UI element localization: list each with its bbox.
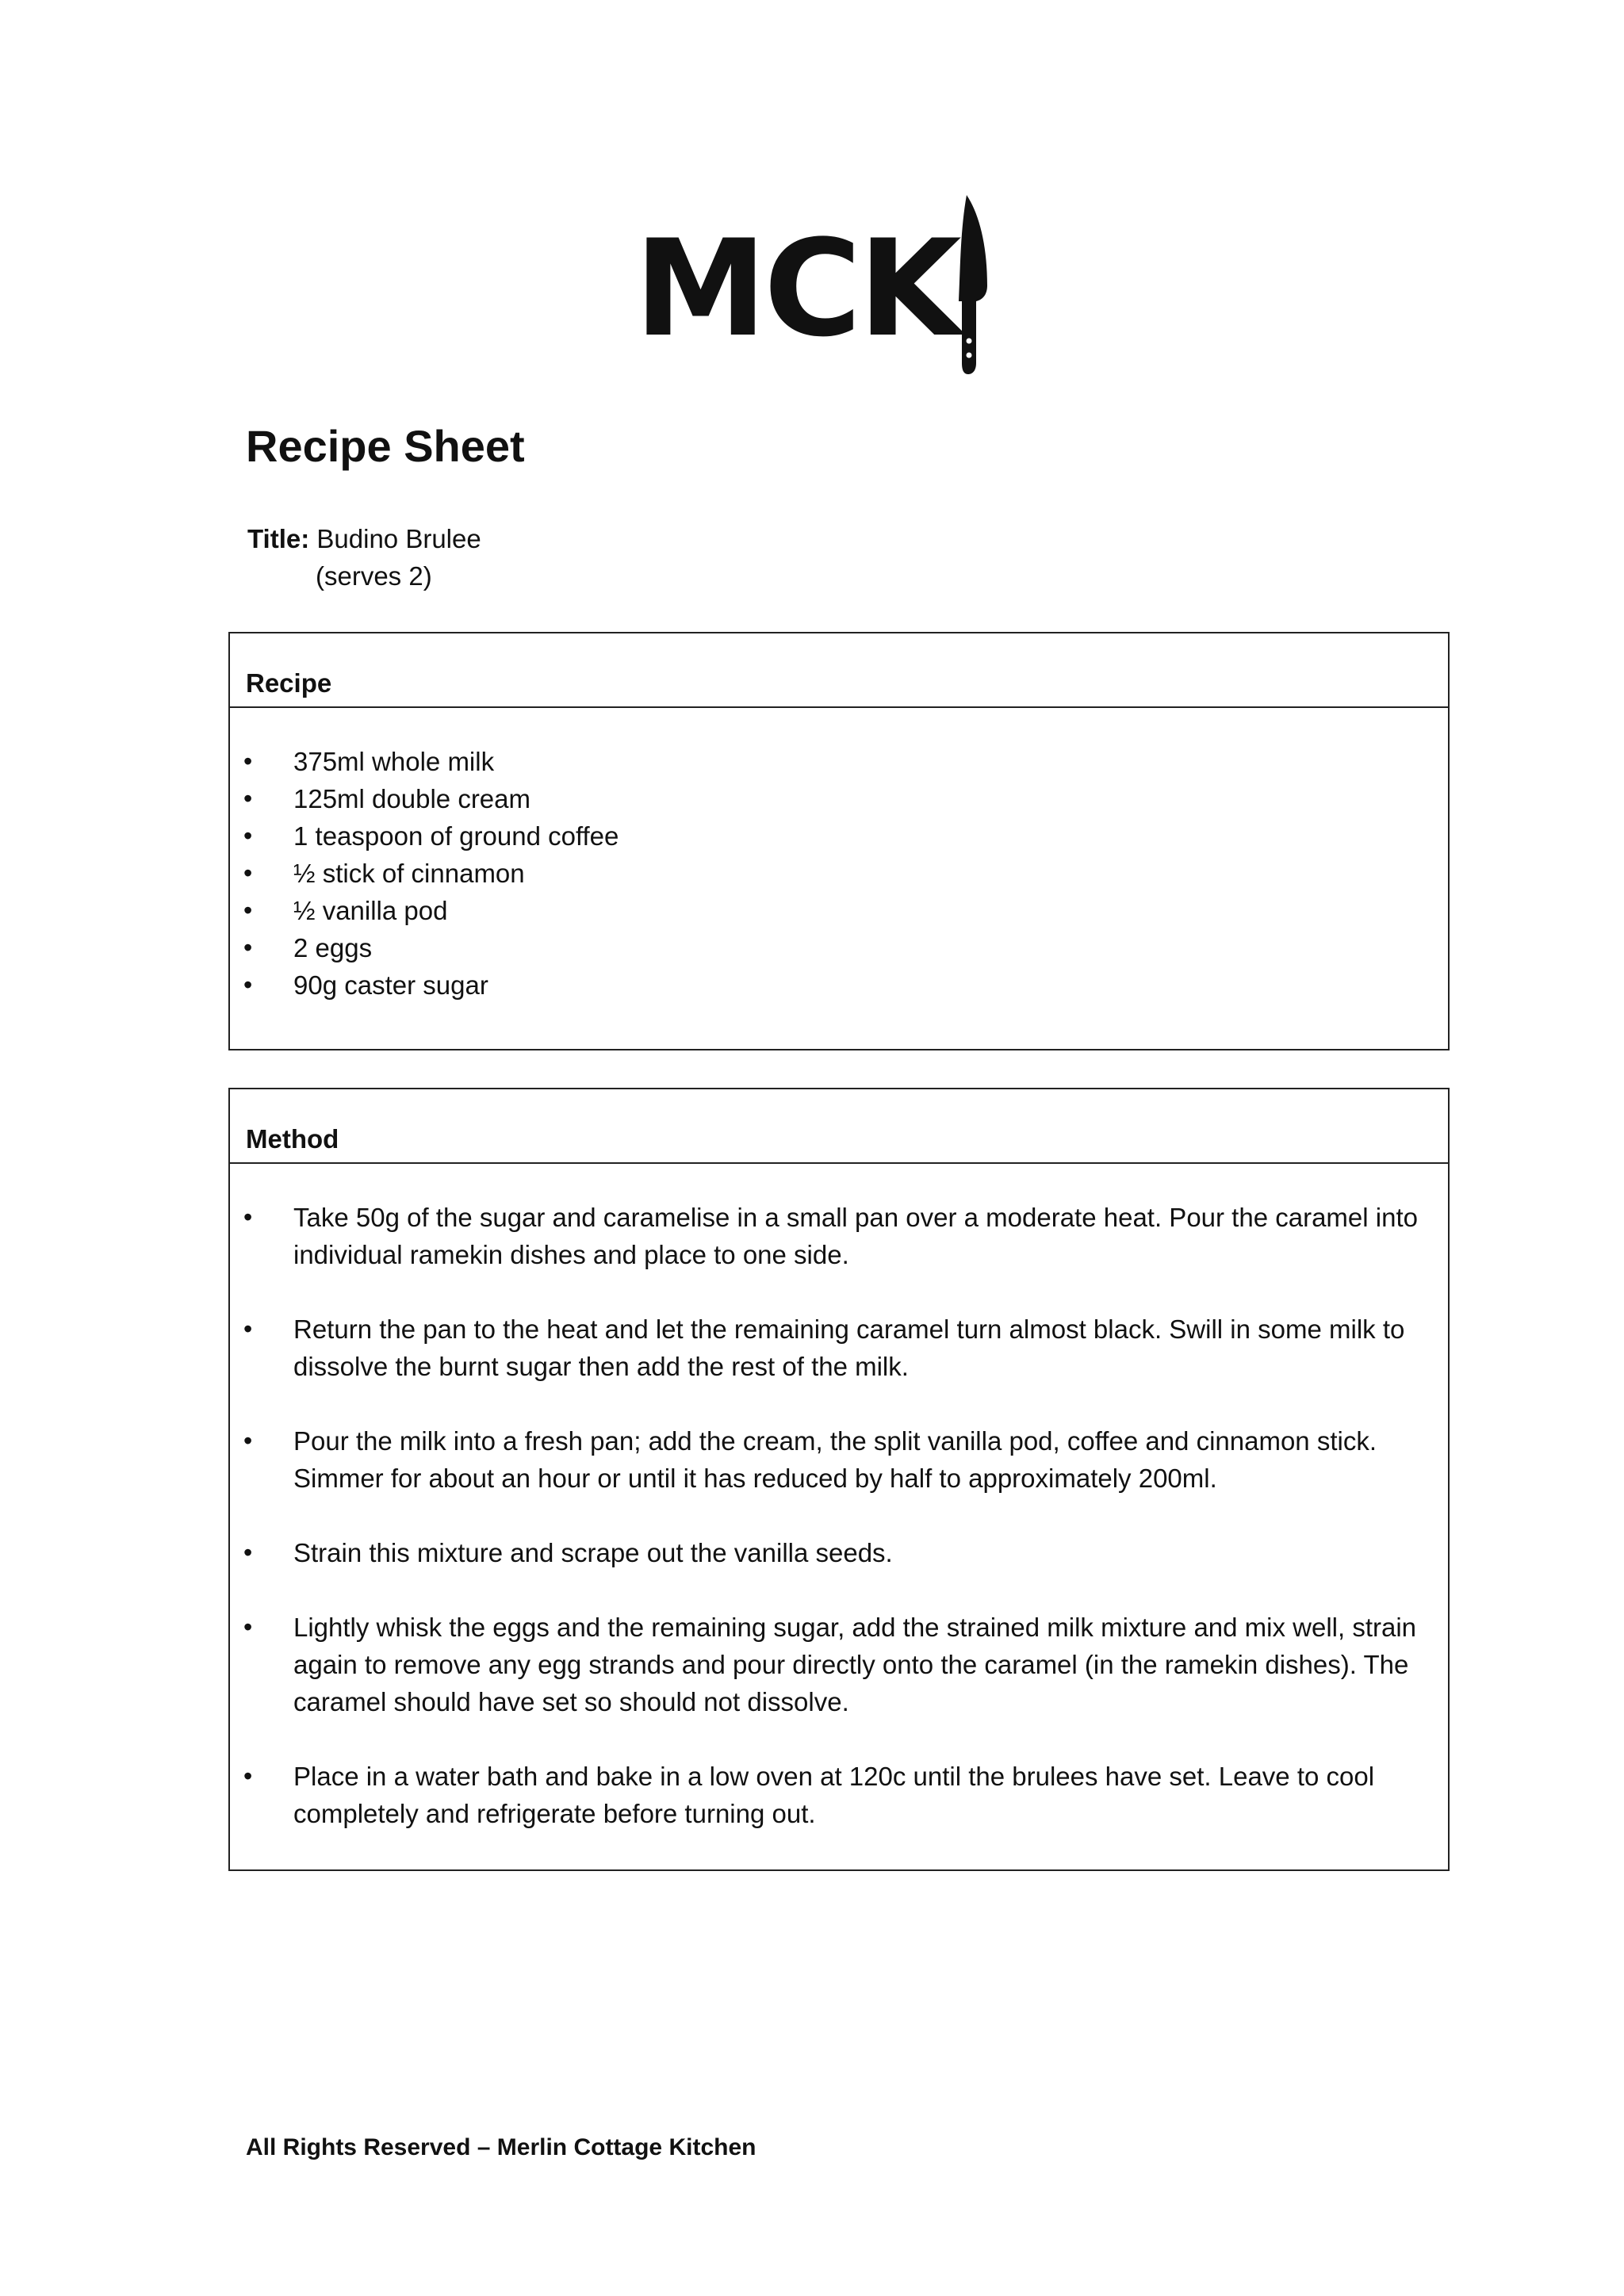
ingredient-text: 2 eggs: [293, 933, 373, 962]
method-step: [230, 1311, 1432, 1385]
ingredients-header: [230, 633, 1448, 708]
method-step: [230, 1758, 1432, 1832]
bullet-icon: •: [243, 747, 253, 775]
ingredients-box: [228, 632, 1450, 1050]
method-step: [230, 1199, 1432, 1273]
mck-logo: [634, 190, 1007, 381]
list-item: [230, 780, 1448, 817]
bullet-icon: •: [243, 1203, 253, 1231]
list-item: [230, 817, 1448, 855]
step-text: Pour the milk into a fresh pan; add the cream, the split vanilla pod, coffee and cinnamon stick. Simmer for about an hour or until it has reduced by half to approximately 200ml.: [293, 1426, 1377, 1493]
bullet-icon: •: [243, 859, 253, 887]
list-item: [230, 855, 1448, 892]
step-text: Take 50g of the sugar and caramelise in a small pan over a moderate heat. Pour the caramel into individual ramekin dishes and place to one side.: [293, 1203, 1418, 1269]
bullet-icon: •: [243, 933, 253, 962]
ingredient-text: ½ vanilla pod: [293, 896, 448, 925]
serves-text: (serves 2): [316, 561, 432, 591]
ingredient-text: 1 teaspoon of ground coffee: [293, 821, 619, 851]
ingredient-text: 125ml double cream: [293, 784, 530, 813]
bullet-icon: •: [243, 1538, 253, 1567]
method-step: [230, 1609, 1432, 1720]
list-item: [230, 892, 1448, 929]
logo-text: MCK: [634, 211, 959, 366]
method-header: [230, 1089, 1448, 1164]
bullet-icon: •: [243, 1314, 253, 1343]
method-list: [230, 1164, 1448, 1832]
bullet-icon: •: [243, 1762, 253, 1790]
step-text: Return the pan to the heat and let the remaining caramel turn almost black. Swill in some milk to dissolve the burnt sugar then add the rest of the milk.: [293, 1314, 1405, 1381]
ingredient-text: 90g caster sugar: [293, 970, 488, 1000]
bullet-icon: •: [243, 1613, 253, 1641]
bullet-icon: •: [243, 970, 253, 999]
method-box: [228, 1088, 1450, 1871]
step-text: Place in a water bath and bake in a low oven at 120c until the brulees have set. Leave to cool completely and refrigerate before turning out.: [293, 1762, 1375, 1828]
method-step: [230, 1534, 1432, 1571]
bullet-icon: •: [243, 896, 253, 924]
ingredients-heading: Recipe: [246, 668, 332, 698]
bullet-icon: •: [243, 784, 253, 813]
list-item: [230, 966, 1448, 1004]
ingredient-text: ½ stick of cinnamon: [293, 859, 525, 888]
list-item: [230, 743, 1448, 780]
step-text: Lightly whisk the eggs and the remaining sugar, add the strained milk mixture and mix well, strain again to remove any egg strands and pour directly onto the caramel (in the ramekin dishes). The caramel should have set so should not dissolve.: [293, 1613, 1417, 1716]
page-title: Recipe Sheet: [246, 421, 525, 471]
footer-copyright: All Rights Reserved – Merlin Cottage Kitchen: [246, 2134, 756, 2160]
list-item: [230, 929, 1448, 966]
title-label: Title:: [247, 524, 310, 553]
knife-icon: [948, 190, 995, 374]
ingredient-text: 375ml whole milk: [293, 747, 495, 776]
step-text: Strain this mixture and scrape out the vanilla seeds.: [293, 1538, 893, 1567]
title-value: Budino Brulee: [316, 524, 481, 553]
method-heading: Method: [246, 1124, 339, 1154]
bullet-icon: •: [243, 1426, 253, 1455]
method-step: [230, 1422, 1432, 1497]
recipe-title: [247, 520, 481, 595]
ingredients-list: [230, 708, 1448, 1004]
bullet-icon: •: [243, 821, 253, 850]
